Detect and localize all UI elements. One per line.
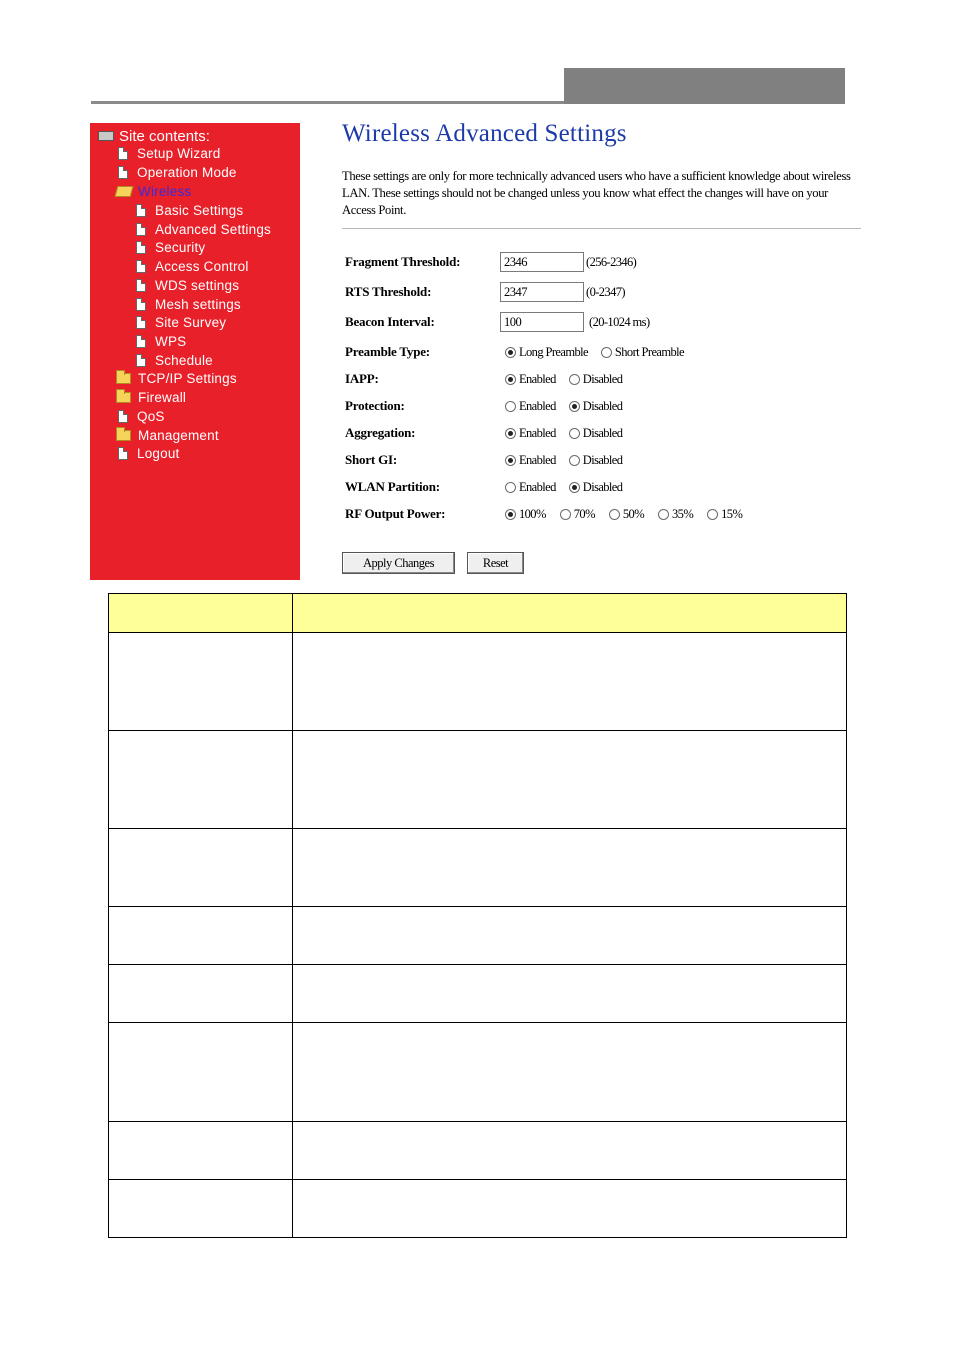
radio-unselected-icon (609, 509, 620, 520)
table-row (109, 1180, 847, 1238)
site-icon (98, 131, 114, 141)
table-cell (293, 731, 847, 829)
iapp-label: IAPP: (345, 371, 379, 386)
table-cell (293, 1180, 847, 1238)
radio-selected-icon (569, 482, 580, 493)
table-cell (293, 965, 847, 1023)
sidebar-item-site-survey[interactable]: Site Survey (136, 313, 226, 331)
radio-short-gi-enabled[interactable]: Enabled (505, 453, 556, 468)
radio-selected-icon (505, 509, 516, 520)
table-cell (109, 829, 293, 907)
table-cell (109, 731, 293, 829)
rts-threshold-label: RTS Threshold: (345, 284, 432, 299)
sidebar-item-firewall[interactable]: Firewall (116, 388, 186, 406)
document-icon (136, 354, 146, 367)
document-icon (118, 166, 128, 179)
document-icon (136, 316, 146, 329)
rts-threshold-input[interactable]: 2347 (500, 282, 584, 302)
sidebar-item-advanced-settings[interactable]: Advanced Settings (136, 220, 271, 238)
sidebar (90, 123, 300, 580)
radio-rf-15[interactable]: 15% (707, 507, 742, 522)
radio-aggregation-enabled[interactable]: Enabled (505, 426, 556, 441)
rf-output-power-label: RF Output Power: (345, 506, 446, 521)
table-cell (109, 965, 293, 1023)
radio-long-preamble[interactable]: Long Preamble (505, 345, 588, 360)
header-rule (91, 101, 566, 104)
wlan-partition-label: WLAN Partition: (345, 479, 440, 494)
short-gi-row (345, 450, 865, 470)
beacon-interval-row (345, 312, 865, 332)
table-header-row (109, 594, 847, 633)
aggregation-label: Aggregation: (345, 425, 416, 440)
document-icon (136, 241, 146, 254)
sidebar-item-schedule[interactable]: Schedule (136, 351, 213, 369)
sidebar-item-basic-settings[interactable]: Basic Settings (136, 201, 243, 219)
sidebar-item-management[interactable]: Management (116, 426, 219, 444)
radio-wlan-partition-disabled[interactable]: Disabled (569, 480, 623, 495)
sidebar-item-security[interactable]: Security (136, 238, 205, 256)
radio-selected-icon (505, 455, 516, 466)
table-cell (293, 829, 847, 907)
sidebar-item-tcpip-settings[interactable]: TCP/IP Settings (116, 369, 237, 387)
fragment-threshold-row (345, 252, 865, 272)
folder-icon (116, 392, 131, 403)
radio-selected-icon (505, 374, 516, 385)
rts-threshold-hint: (0-2347) (586, 284, 625, 299)
table-row (109, 829, 847, 907)
document-icon (118, 447, 128, 460)
rf-output-power-row (345, 504, 865, 524)
table-row (109, 633, 847, 731)
aggregation-row (345, 423, 865, 443)
sidebar-item-logout[interactable]: Logout (118, 444, 180, 462)
sidebar-item-wds-settings[interactable]: WDS settings (136, 276, 239, 294)
radio-selected-icon (505, 428, 516, 439)
folder-icon (116, 430, 131, 441)
radio-rf-35[interactable]: 35% (658, 507, 693, 522)
sidebar-item-wireless[interactable]: Wireless (116, 182, 191, 200)
radio-unselected-icon (505, 482, 516, 493)
radio-protection-enabled[interactable]: Enabled (505, 399, 556, 414)
radio-unselected-icon (560, 509, 571, 520)
header-bar (564, 68, 845, 104)
apply-changes-button[interactable]: Apply Changes (342, 552, 455, 574)
wlan-partition-row (345, 477, 865, 497)
radio-short-preamble[interactable]: Short Preamble (601, 345, 684, 360)
table-header-cell (293, 594, 847, 633)
table-row (109, 1122, 847, 1180)
radio-aggregation-disabled[interactable]: Disabled (569, 426, 623, 441)
fragment-threshold-input[interactable]: 2346 (500, 252, 584, 272)
sidebar-item-wps[interactable]: WPS (136, 332, 186, 350)
sidebar-item-operation-mode[interactable]: Operation Mode (118, 163, 237, 181)
site-contents-title: Site contents: (98, 127, 210, 145)
folder-icon (116, 373, 131, 384)
sidebar-item-setup-wizard[interactable]: Setup Wizard (118, 144, 220, 162)
table-cell (293, 907, 847, 965)
document-icon (136, 298, 146, 311)
description-table (108, 593, 847, 1238)
beacon-interval-input[interactable]: 100 (500, 312, 584, 332)
radio-selected-icon (505, 347, 516, 358)
table-row (109, 907, 847, 965)
radio-unselected-icon (707, 509, 718, 520)
page-title: Wireless Advanced Settings (342, 120, 627, 147)
table-cell (109, 907, 293, 965)
radio-protection-disabled[interactable]: Disabled (569, 399, 623, 414)
preamble-type-label: Preamble Type: (345, 344, 430, 359)
radio-unselected-icon (569, 428, 580, 439)
radio-selected-icon (569, 401, 580, 412)
radio-unselected-icon (569, 374, 580, 385)
main-panel (330, 118, 865, 580)
protection-label: Protection: (345, 398, 405, 413)
page-description: These settings are only for more technically advanced users who have a sufficient knowledge about wireless LAN. These settings should not be changed unless you know what effect the changes will have on your Access Point. (342, 169, 851, 217)
table-cell (109, 1023, 293, 1122)
fragment-threshold-label: Fragment Threshold: (345, 254, 461, 269)
sidebar-item-access-control[interactable]: Access Control (136, 257, 249, 275)
open-folder-icon (115, 186, 134, 197)
beacon-interval-label: Beacon Interval: (345, 314, 435, 329)
radio-short-gi-disabled[interactable]: Disabled (569, 453, 623, 468)
radio-unselected-icon (569, 455, 580, 466)
document-icon (118, 410, 128, 423)
document-icon (136, 204, 146, 217)
radio-iapp-enabled[interactable]: Enabled (505, 372, 556, 387)
table-cell (293, 1122, 847, 1180)
fragment-threshold-hint: (256-2346) (586, 254, 637, 269)
radio-unselected-icon (601, 347, 612, 358)
document-icon (118, 147, 128, 160)
beacon-interval-hint: (20-1024 ms) (589, 314, 650, 329)
radio-rf-70[interactable]: 70% (560, 507, 595, 522)
document-icon (136, 335, 146, 348)
table-cell (109, 1180, 293, 1238)
document-icon (136, 279, 146, 292)
table-row (109, 1023, 847, 1122)
table-cell (293, 633, 847, 731)
document-icon (136, 260, 146, 273)
radio-unselected-icon (658, 509, 669, 520)
table-cell (109, 633, 293, 731)
table-row (109, 731, 847, 829)
table-row (109, 965, 847, 1023)
table-cell (109, 1122, 293, 1180)
divider (342, 228, 861, 229)
radio-rf-100[interactable]: 100% (505, 507, 546, 522)
table-cell (293, 1023, 847, 1122)
reset-button[interactable]: Reset (467, 552, 524, 574)
radio-iapp-disabled[interactable]: Disabled (569, 372, 623, 387)
sidebar-item-qos[interactable]: QoS (118, 407, 165, 425)
sidebar-item-mesh-settings[interactable]: Mesh settings (136, 295, 241, 313)
short-gi-label: Short GI: (345, 452, 398, 467)
rts-threshold-row (345, 282, 865, 302)
radio-unselected-icon (505, 401, 516, 412)
radio-wlan-partition-enabled[interactable]: Enabled (505, 480, 556, 495)
preamble-type-row (345, 342, 865, 362)
table-header-cell (109, 594, 293, 633)
iapp-row (345, 369, 865, 389)
protection-row (345, 396, 865, 416)
radio-rf-50[interactable]: 50% (609, 507, 644, 522)
document-icon (136, 223, 146, 236)
